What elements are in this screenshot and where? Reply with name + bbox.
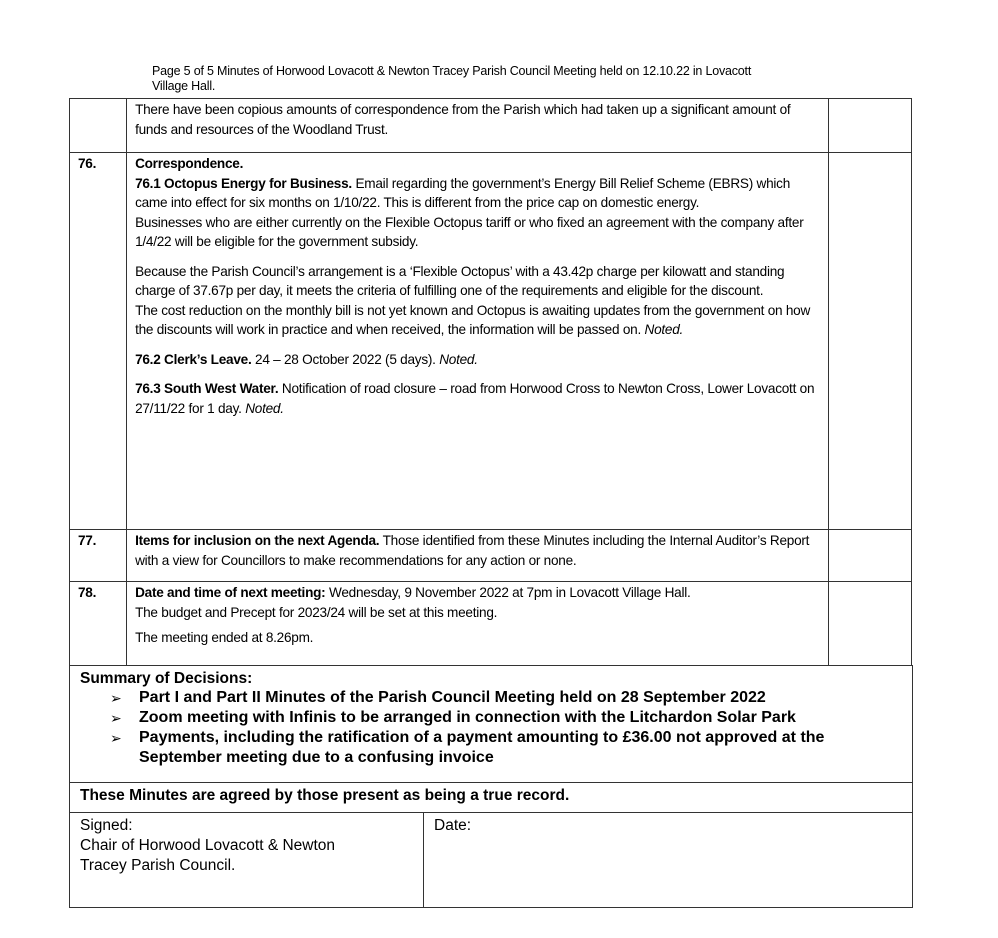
item-76-1-p2: Businesses who are either currently on the Flexible Octopus tariff or who fixed an agreement with the company after 1/4/22 will be eligible for the government subsidy. <box>135 214 804 249</box>
item-77-body <box>127 530 829 582</box>
header-line-1: Page 5 of 5 Minutes of Horwood Lovacott & Newton Tracey Parish Council Meeting held on 12.10.22 in Lovacott <box>152 64 752 78</box>
summary-item <box>110 688 902 708</box>
item-78-text-2: The budget and Precept for 2023/24 will be set at this meeting. <box>135 604 498 620</box>
header-line-2: Village Hall. <box>152 79 216 93</box>
summary-item <box>110 728 902 768</box>
item-76-1-title: 76.1 Octopus Energy for Business. <box>135 175 352 191</box>
summary-item-text: Payments, including the ratification of a payment amounting to £36.00 not approved at the September meeting due to a confusing invoice <box>139 729 825 766</box>
item-77-text: Those identified from these Minutes including the Internal Auditor’s Report with a view for Councillors to make recommendations for any action or none. <box>135 533 810 568</box>
item-76-title: Correspondence. <box>135 156 244 171</box>
signature-row <box>70 813 913 908</box>
item-76-3-title: 76.3 South West Water. <box>135 381 279 396</box>
item-78-title: Date and time of next meeting: <box>135 585 326 600</box>
chair-line-1: Chair of Horwood Lovacott & Newton <box>80 837 336 854</box>
item-77-row <box>70 530 912 582</box>
summary-title: Summary of Decisions: <box>80 670 253 687</box>
signed-cell <box>70 813 424 908</box>
summary-cell <box>70 666 913 783</box>
item-76-3-noted: Noted. <box>245 400 284 416</box>
item-76-number: 76. <box>70 153 127 530</box>
summary-item-text: Part I and Part II Minutes of the Parish Council Meeting held on 28 September 2022 <box>139 689 766 706</box>
item-76-1-p3: Because the Parish Council’s arrangement is a ‘Flexible Octopus’ with a 43.42p charge per kilowatt and standing charge of 37.67p per day, it meets the criteria of fulfilling one of the requirements and eligible for the discount. <box>135 263 785 298</box>
summary-item <box>110 708 902 728</box>
item-76-side-cell <box>828 153 911 530</box>
page-header <box>152 64 852 94</box>
arrow-bullet-icon: ➢ <box>110 730 122 746</box>
agreed-statement: These Minutes are agreed by those present as being a true record. <box>70 783 913 813</box>
item-77-number: 77. <box>70 530 127 582</box>
item-78-text-3: The meeting ended at 8.26pm. <box>135 630 314 645</box>
signed-label: Signed: <box>80 817 133 834</box>
item-76-2-noted: Noted. <box>439 351 478 367</box>
item-78-row <box>70 582 912 666</box>
item-78-number: 78. <box>70 582 127 666</box>
date-label: Date: <box>434 817 472 834</box>
item-76-1-p1: Email regarding the government’s Energy Bill Relief Scheme (EBRS) which came into effect for six months on 1/10/22. This is different from the price cap on domestic energy. <box>135 175 791 210</box>
continuation-number-cell <box>70 99 127 153</box>
summary-row <box>70 666 913 783</box>
item-78-body <box>127 582 829 666</box>
item-76-1-p4: The cost reduction on the monthly bill is not yet known and Octopus is awaiting updates from the government on how the discounts will work in practice and when received, the information will be passed on. <box>135 302 811 337</box>
item-76-2-text: 24 – 28 October 2022 (5 days). <box>255 351 436 367</box>
chair-line-2: Tracey Parish Council. <box>80 857 236 874</box>
arrow-bullet-icon: ➢ <box>110 690 122 706</box>
summary-list <box>80 688 902 768</box>
continuation-side-cell <box>828 99 911 153</box>
item-78-side-cell <box>828 582 911 666</box>
continuation-row <box>70 99 912 153</box>
item-78-text-1: Wednesday, 9 November 2022 at 7pm in Lovacott Village Hall. <box>329 585 691 600</box>
item-76-2-title: 76.2 Clerk’s Leave. <box>135 351 252 367</box>
arrow-bullet-icon: ➢ <box>110 710 122 726</box>
summary-item-text: Zoom meeting with Infinis to be arranged in connection with the Litchardon Solar Park <box>139 709 796 726</box>
item-76-3-text: Notification of road closure – road from Horwood Cross to Newton Cross, Lower Lovacott on 27/11/22 for 1 day. <box>135 381 815 416</box>
date-cell <box>424 813 913 908</box>
minutes-table <box>69 98 912 666</box>
decisions-table <box>69 665 913 908</box>
item-76-1-noted: Noted. <box>644 322 684 337</box>
item-77-side-cell <box>828 530 911 582</box>
agreed-row <box>70 783 913 813</box>
item-77-title: Items for inclusion on the next Agenda. <box>135 533 380 548</box>
item-76-row <box>70 153 912 530</box>
item-76-body <box>127 153 829 530</box>
continuation-text: There have been copious amounts of correspondence from the Parish which had taken up a significant amount of funds and resources of the Woodland Trust. <box>127 99 829 153</box>
